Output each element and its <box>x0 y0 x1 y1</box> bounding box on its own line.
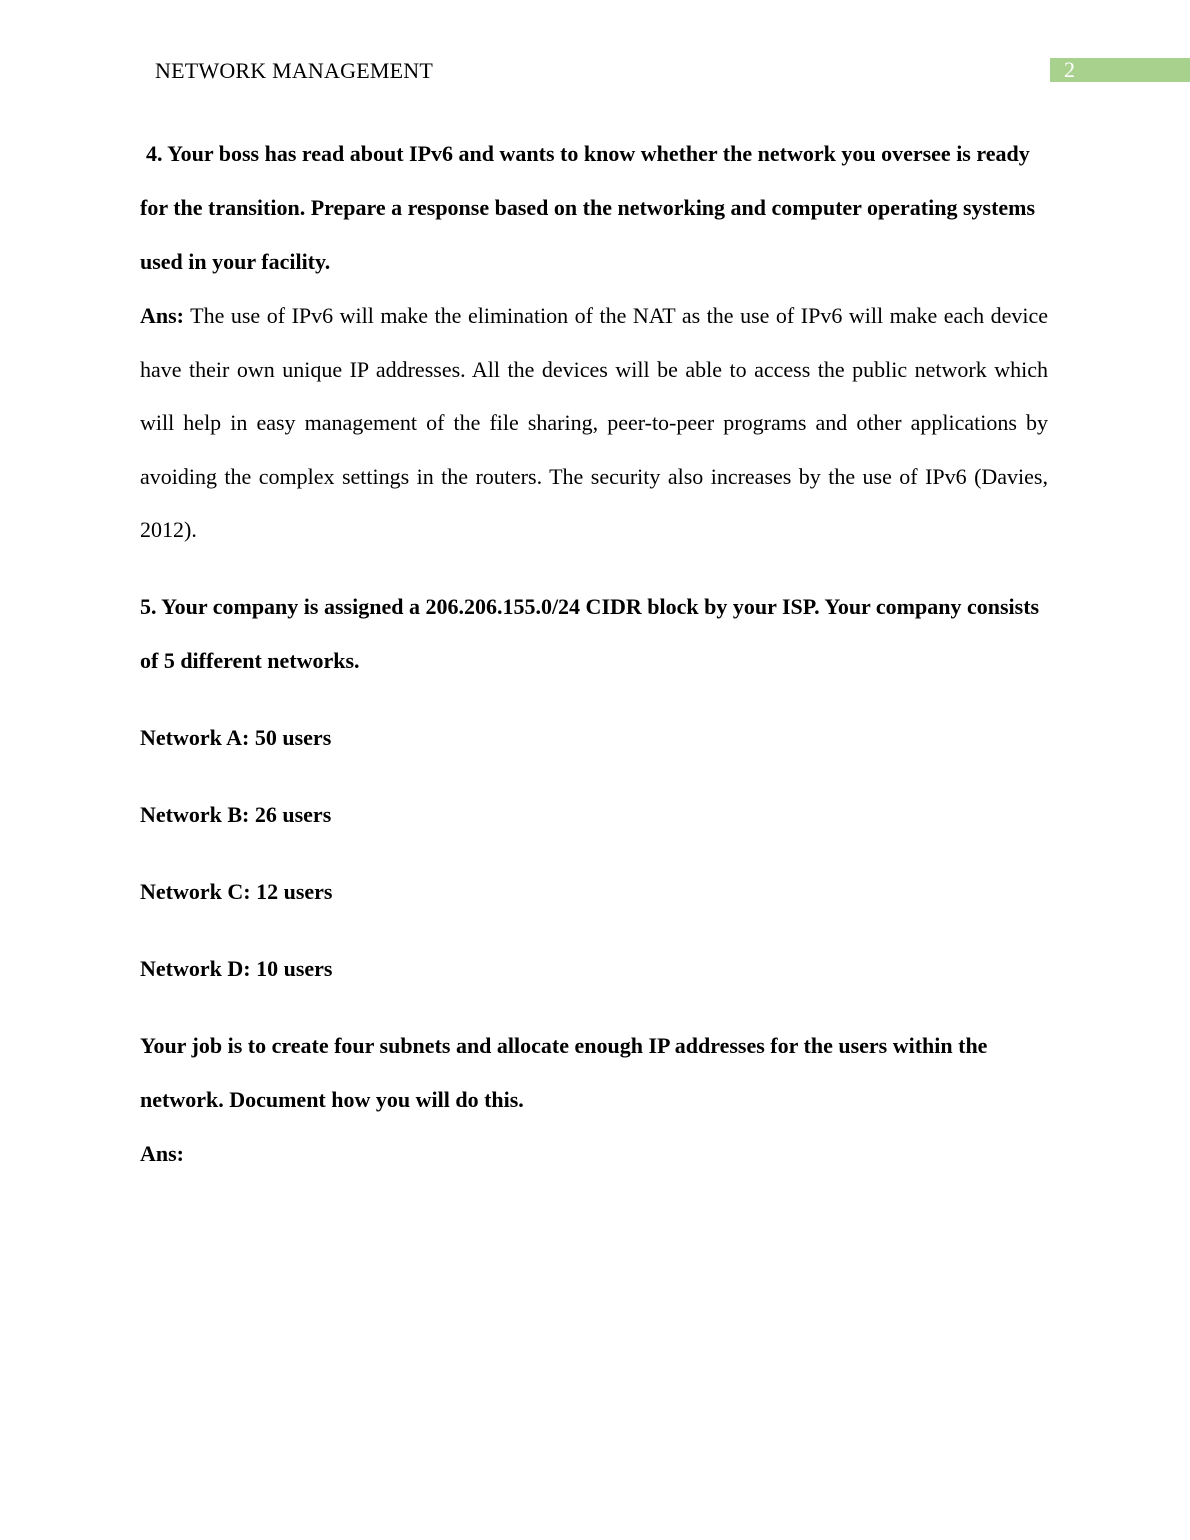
question-5-answer-label: Ans: <box>140 1140 185 1166</box>
running-head: NETWORK MANAGEMENT <box>155 58 433 83</box>
question-4-answer <box>140 289 1048 557</box>
question-5-task: Your job is to create four subnets and allocate enough IP addresses for the users within the network. Document how you will do this. <box>140 1032 988 1112</box>
answer-label: Ans: <box>140 303 185 328</box>
network-item: Network A: 50 users <box>140 724 332 750</box>
question-4-prompt: 4. Your boss has read about IPv6 and wants to know whether the network you oversee is ready for the transition. Prepare a response based on the networking and computer operating systems used in your facility. <box>140 141 1036 274</box>
network-item: Network C: 12 users <box>140 878 333 904</box>
network-item: Network D: 10 users <box>140 955 333 981</box>
answer-text: The use of IPv6 will make the elimination of the NAT as the use of IPv6 will make each device have their own unique IP addresses. All the devices will be able to access the public network which will help in easy management of the file sharing, peer-to-peer programs and other applications by avoiding the complex settings in the routers. The security also increases by the use of IPv6 (Davies, 2012). <box>140 303 1048 542</box>
page-number-bar <box>1050 58 1190 82</box>
page-number: 2 <box>1064 57 1075 82</box>
document-body <box>140 127 1048 1181</box>
network-item: Network B: 26 users <box>140 801 332 827</box>
question-5-prompt: 5. Your company is assigned a 206.206.155.0/24 CIDR block by your ISP. Your company consists of 5 different networks. <box>140 593 1040 673</box>
